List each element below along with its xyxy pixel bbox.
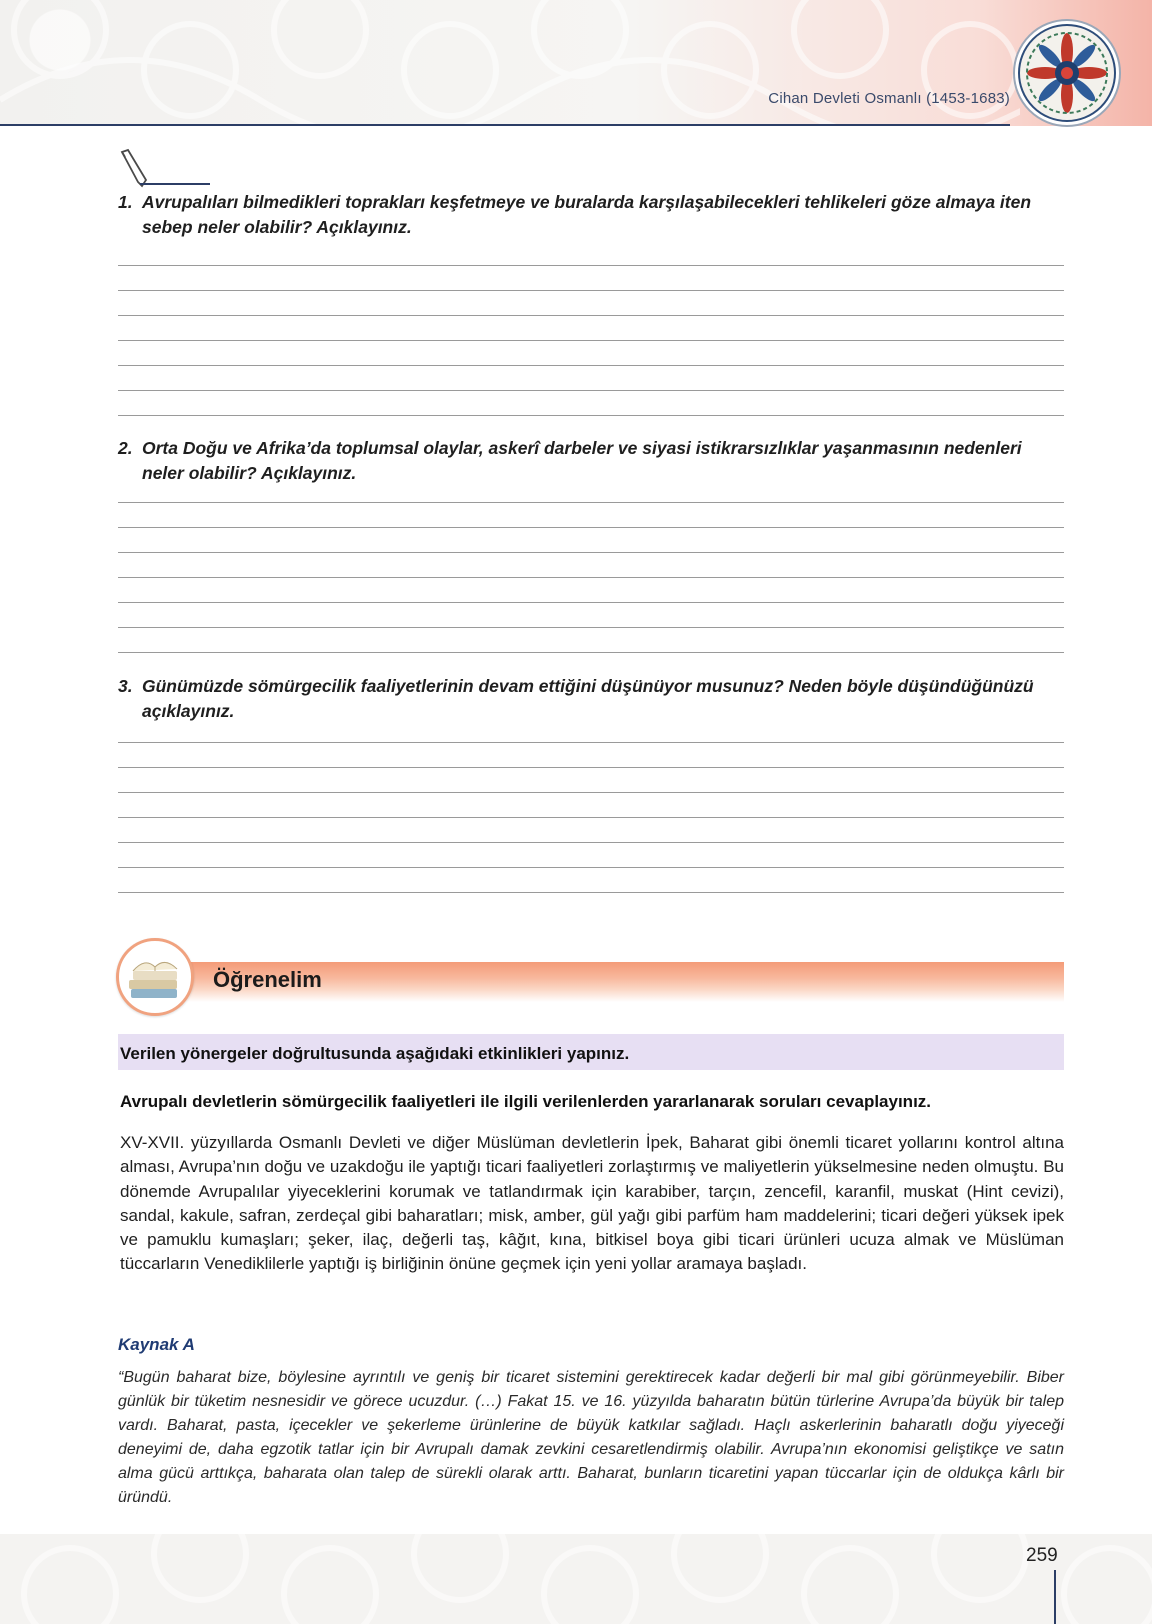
answer-line[interactable] <box>118 266 1064 291</box>
source-quote: “Bugün baharat bize, böylesine ayrıntılı ve geniş bir ticaret sistemini gerektirecek kadar değerli bir mal gibi görünmeyebilir. Biber günlük bir tüketim nesnesidir ve görece ucuzdur. (…) Fakat 15. ve 16. yüzyılda baharatın bütün türlerine Avrupa’da büyük bir talep vardı. Baharat, pasta, içecekler ve şekerleme ürünlerine de büyük katkılar sağladı. Haçlı askerlerinin baharatlı doğu yiyeceği deneyimi de, daha egzotik tatlar için bir Avrupalı damak zevkini cesaretlendirmiş olabilir. Avrupa’nın ekonomisi geliştikçe ve satın alma gücü arttıkça, baharata olan talep de sürekli olarak arttı. Baharat, bunların ticaretini yapan tüccarlar için de oldukça kârlı bir üründü. <box>118 1369 1064 1506</box>
footer-ornament-pattern <box>0 1534 1152 1624</box>
page-header <box>0 0 1152 126</box>
header-ornament-pattern <box>0 0 1020 126</box>
chapter-title: Cihan Devleti Osmanlı (1453-1683) <box>768 90 1010 107</box>
answer-lines-3[interactable] <box>118 718 1064 893</box>
answer-line[interactable] <box>118 578 1064 603</box>
ottoman-medallion-ornament <box>1012 18 1122 128</box>
answer-line[interactable] <box>118 553 1064 578</box>
learn-title: Öğrenelim <box>213 967 322 992</box>
answer-line[interactable] <box>118 291 1064 316</box>
answer-line[interactable] <box>118 341 1064 366</box>
header-divider <box>0 124 1010 126</box>
question-1 <box>118 190 1068 240</box>
answer-lines-2[interactable] <box>118 478 1064 653</box>
page-number: 259 <box>1026 1545 1058 1566</box>
answer-line[interactable] <box>118 366 1064 391</box>
answer-line[interactable] <box>118 628 1064 653</box>
pencil-icon <box>116 148 216 190</box>
source-label: Kaynak A <box>118 1335 195 1354</box>
page-number-rule <box>1054 1570 1056 1624</box>
activity-instruction: Avrupalı devletlerin sömürgecilik faaliyetleri ile ilgili verilenlerden yararlanarak soruları cevaplayınız. <box>120 1092 932 1111</box>
answer-line[interactable] <box>118 241 1064 266</box>
answer-line[interactable] <box>118 478 1064 503</box>
answer-line[interactable] <box>118 743 1064 768</box>
answer-line[interactable] <box>118 718 1064 743</box>
page-footer <box>0 1534 1152 1624</box>
question-3 <box>118 674 1068 724</box>
answer-line[interactable] <box>118 503 1064 528</box>
question-text: Orta Doğu ve Afrika’da toplumsal olaylar, askerî darbeler ve siyasi istikrarsızlıklar yaşanmasının nedenleri neler olabilir? Açıklayınız. <box>142 438 1022 483</box>
answer-line[interactable] <box>118 391 1064 416</box>
answer-line[interactable] <box>118 793 1064 818</box>
books-icon <box>125 949 185 1009</box>
answer-line[interactable] <box>118 603 1064 628</box>
answer-line[interactable] <box>118 868 1064 893</box>
question-number: 3. <box>118 676 133 696</box>
body-paragraph: XV-XVII. yüzyıllarda Osmanlı Devleti ve diğer Müslüman devletlerin İpek, Baharat gibi önemli ticaret yollarını kontrol altına alması, Avrupa’nın doğu ve uzakdoğu ile yaptığı ticari faaliyetleri zorlaştırmış ve maliyetlerin yükselmesine neden olmuştu. Bu dönemde Avrupalılar yiyeceklerini korumak ve tatlandırmak için karabiber, tarçın, zencefil, karanfil, muskat (Hint cevizi), sandal, kakule, safran, zerdeçal gibi baharatları; misk, amber, gül yağı gibi parfüm ham maddelerini; ticari değeri yüksek ipek ve pamuklu kumaşları; şeker, ilaç, değerli taş, kâğıt, kına, bitkisel boya gibi ticari ürünleri ucuza almak ve Müslüman tüccarların Venediklilerle yaptığı iş birliğinin önüne geçmek için yeni yollar aramaya başladı. <box>120 1133 1064 1274</box>
answer-line[interactable] <box>118 768 1064 793</box>
question-text: Günümüzde sömürgecilik faaliyetlerinin devam ettiğini düşünüyor musunuz? Neden böyle düşündüğünüzü açıklayınız. <box>142 676 1034 721</box>
answer-line[interactable] <box>118 843 1064 868</box>
answer-lines-1[interactable] <box>118 241 1064 416</box>
question-number: 2. <box>118 438 133 458</box>
directive-text: Verilen yönergeler doğrultusunda aşağıdaki etkinlikleri yapınız. <box>120 1044 630 1063</box>
answer-line[interactable] <box>118 818 1064 843</box>
answer-line[interactable] <box>118 528 1064 553</box>
learn-icon-badge <box>116 938 194 1016</box>
answer-line[interactable] <box>118 316 1064 341</box>
question-number: 1. <box>118 192 133 212</box>
question-text: Avrupalıları bilmedikleri toprakları keşfetmeye ve buralarda karşılaşabilecekleri tehlikeleri göze almaya iten sebep neler olabilir? Açıklayınız. <box>142 192 1032 237</box>
